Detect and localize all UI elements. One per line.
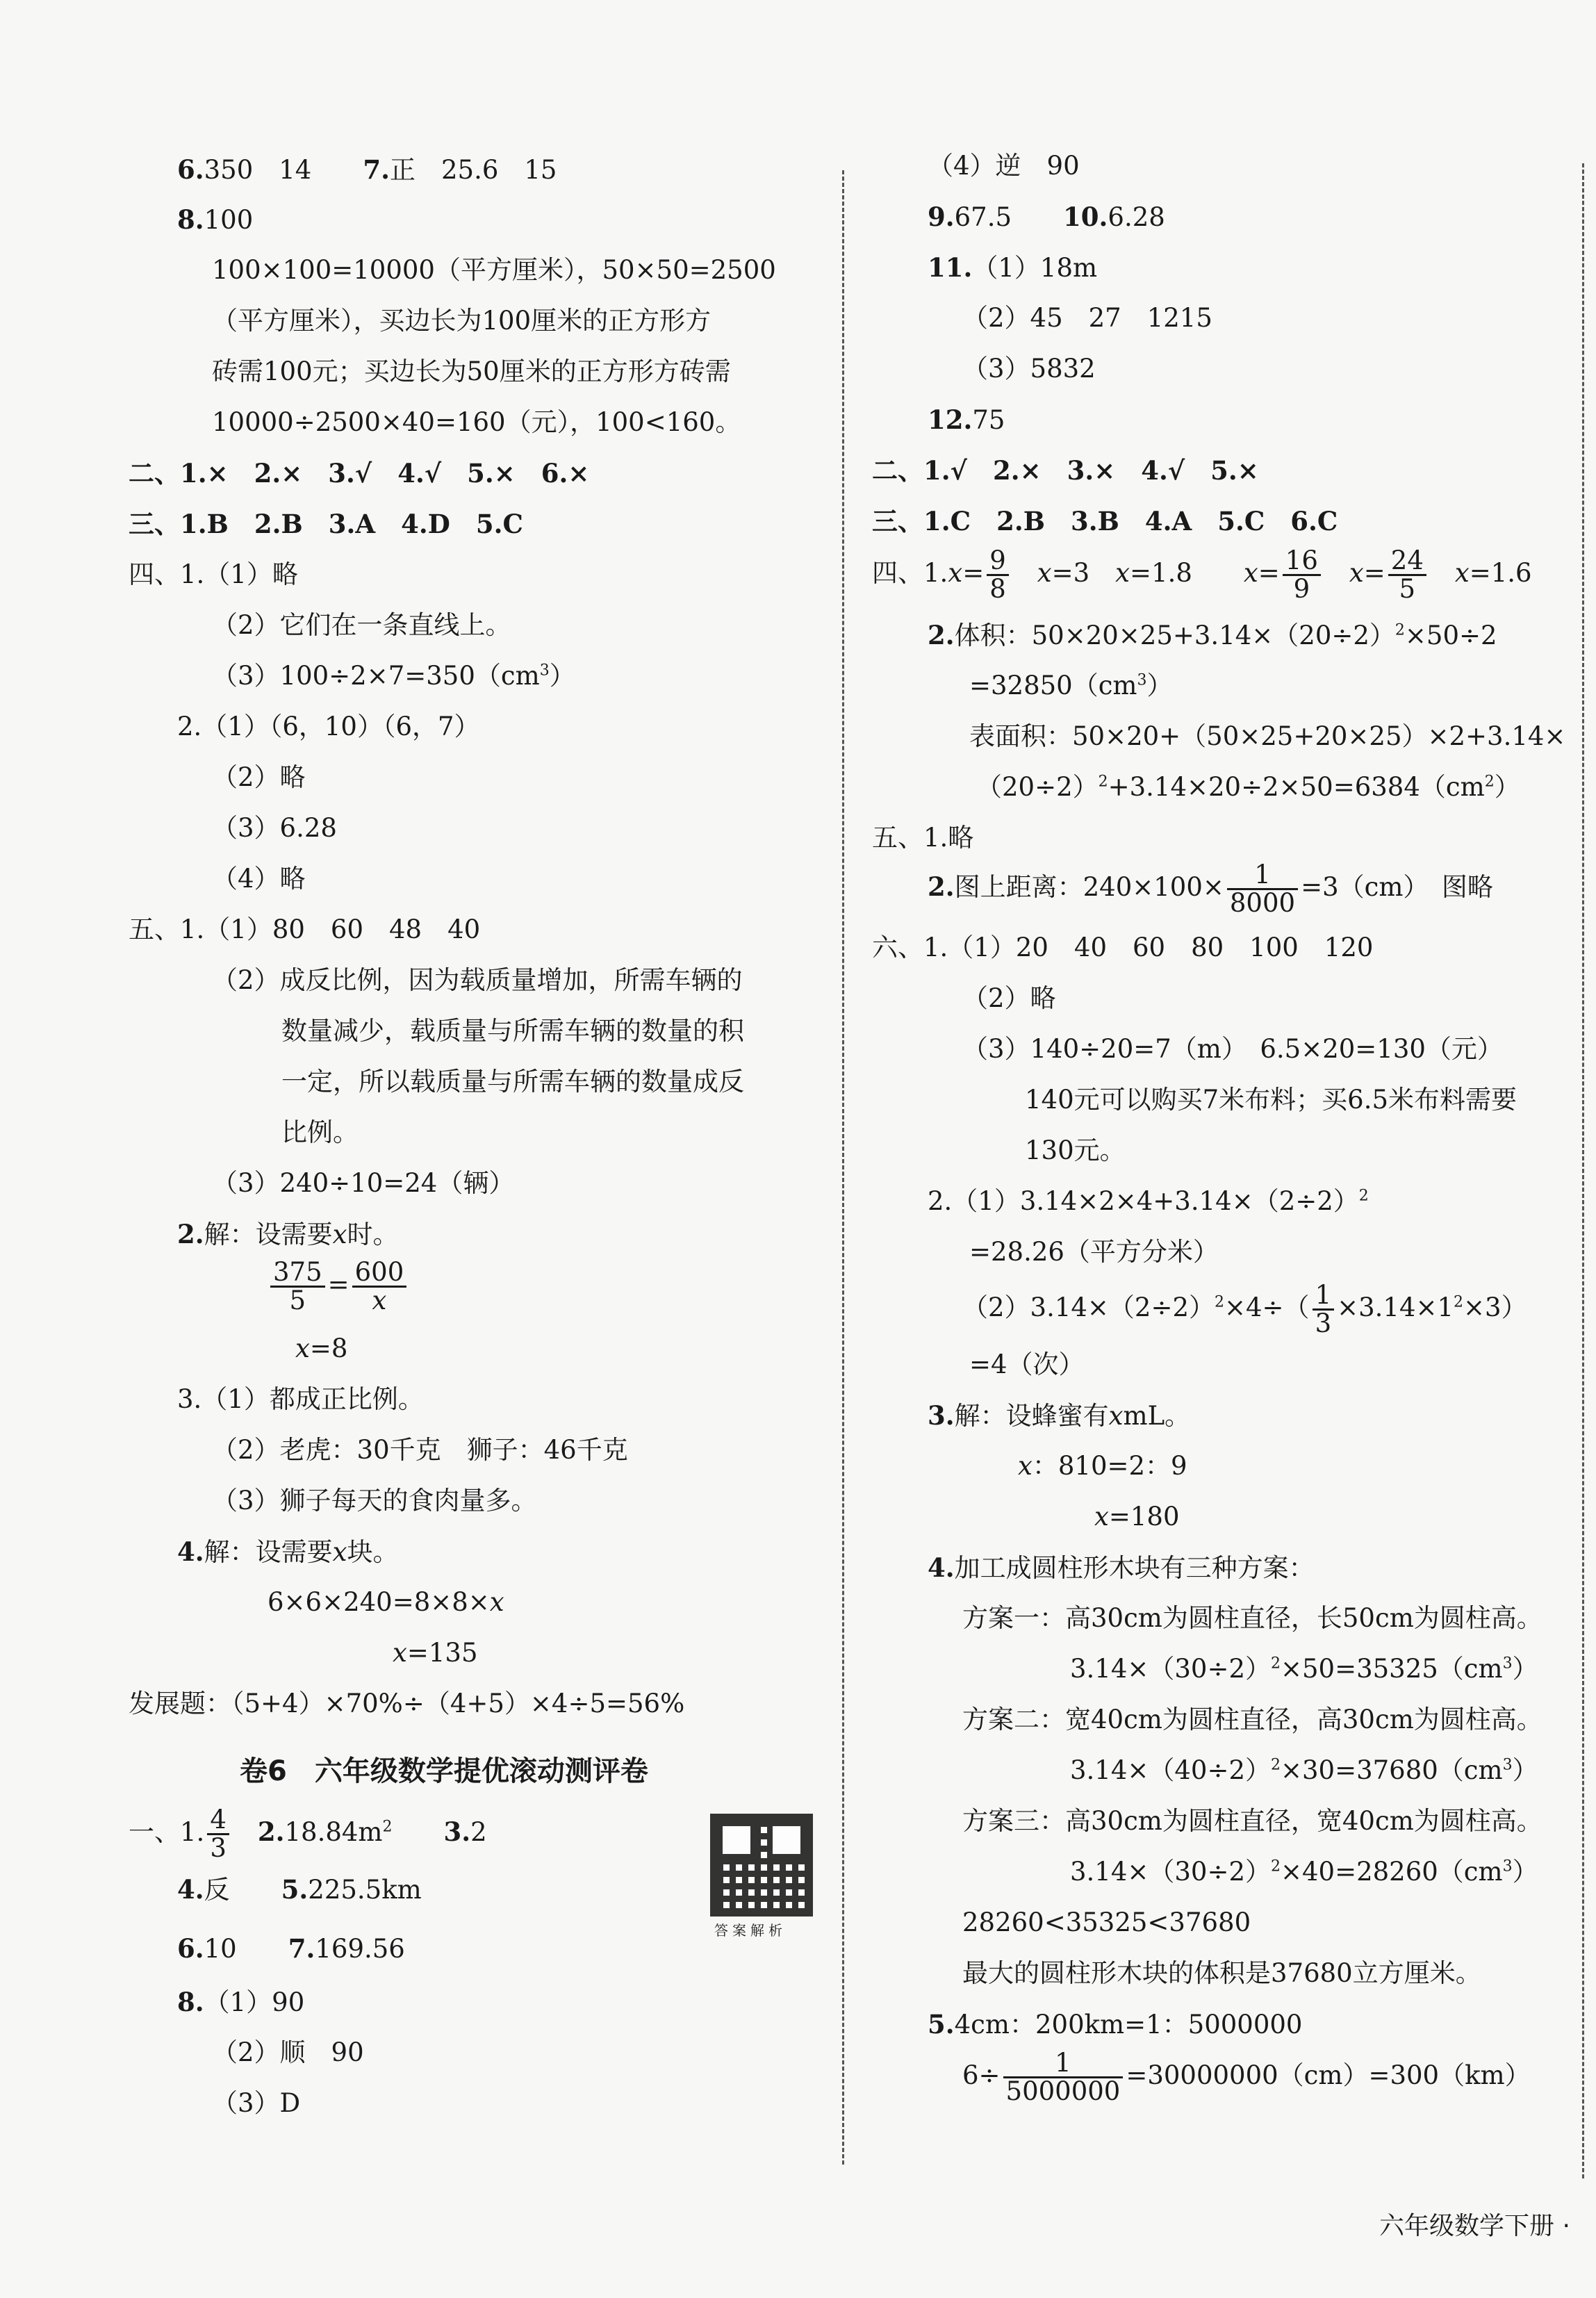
page-footer: 六年级数学下册 · [1379,2212,1570,2240]
answer-line: 一定，所以载质量与所需车辆的数量成反 [281,1067,744,1097]
answer-line: 2.解：设需要x时。 [177,1219,399,1249]
answer-line: 3.解：设蜂蜜有xmL。 [928,1400,1191,1431]
answer-line: x=135 [393,1638,478,1668]
fraction: $\frac{600}{x}$ [352,1259,407,1314]
answer-line: $3.14\times(30\div 2)^2\times 50=35325(cm^3)$ [1070,1654,1538,1684]
answer-line: 方案一：高30cm为圆柱直径，长50cm为圆柱高。 [962,1603,1542,1633]
fraction-equation: $\frac{375}{5}$ = $\frac{600}{x}$ [268,1259,409,1314]
answer-line: 2.体积：$50\times 20\times 25+3.14\times(20\div 2)^2\times 50\div 2$ [928,620,1497,650]
fraction: $\frac{16}{9}$ [1283,548,1321,602]
answer-line: 3.（1）都成正比例。 [177,1384,424,1414]
section-answer-line: 二、1.√ 2.× 3.× 4.√ 5.× [872,455,1259,486]
answer-line: $(3)100\div 2\times 7=350(cm^3)$ [212,661,575,691]
answer-line: （3）D [212,2088,301,2118]
answer-line: （2）45 27 1215 [962,303,1212,333]
answer-line: （4）逆 90 [928,151,1080,181]
section-answer-line: 六、1.（1）20 40 60 80 100 120 [872,933,1374,962]
answer-line: （4）略 [212,864,306,894]
answer-line: $3.14\times(40\div 2)^2\times 30=37680(cm^3)$ [1070,1755,1538,1785]
answer-line: $(2)3.14\times(2\div 2)^2\times 4\div$（ $\frac{1}{3}$ $\times 3.14\times 1^2\times 3$） [962,1280,1527,1338]
development-answer: 发展题：（5+4）×70%÷（4+5）×4÷5=56% [129,1689,685,1718]
answer-line: （2）略 [962,983,1056,1013]
answer-line: $3.14\times(30\div 2)^2\times 40=28260(cm^3)$ [1070,1857,1538,1887]
answer-line: （2）老虎：30千克 狮子：46千克 [212,1435,628,1465]
answer-line: 6.10 7.169.56 [177,1933,405,1964]
answer-line: =4（次） [969,1349,1085,1379]
answer-line: 6.350 14 7.正 25.6 15 [177,154,557,185]
answer-line: 9.67.5 10.6.28 [928,202,1165,232]
answer-line: 5.4cm：200km=1：5000000 [928,2009,1303,2040]
fraction: $\frac{375}{5}$ [270,1259,325,1314]
answer-line: （2）成反比例，因为载质量增加，所需车辆的 [212,965,743,995]
answer-line: =28.26（平方分米） [969,1237,1219,1267]
answer-line: （2）它们在一条直线上。 [212,610,511,640]
equation-answers: 四、1.x= $\frac{9}{8}$ x=3 x=1.8 x= $\frac{16}{9}$ x= $\frac{24}{5}$ x=1.6 [872,545,1532,604]
column-divider [842,170,844,2165]
answer-line: 方案二：宽40cm为圆柱直径，高30cm为圆柱高。 [962,1705,1542,1734]
qr-label: 答案解析 [714,1922,787,1939]
qr-code[interactable] [710,1814,813,1917]
answer-line: 100×100=10000（平方厘米），50×50=2500 [212,255,776,285]
answer-line: $2.(1)3.14\times 2\times 4+3.14\times(2\div 2)^2$ [928,1186,1369,1216]
answer-line: 方案三：高30cm为圆柱直径，宽40cm为圆柱高。 [962,1806,1542,1836]
answer-line: （2）略 [212,762,306,792]
fraction: $\frac{24}{5}$ [1388,548,1426,602]
answer-line: x：810=2：9 [1018,1451,1187,1481]
answer-line: x=180 [1094,1502,1180,1532]
answer-line: $(20\div 2)^2+3.14\times 20\div 2\times 50=6384(cm^2)$ [976,772,1520,802]
answer-line: 最大的圆柱形木块的体积是37680立方厘米。 [962,1958,1481,1988]
answer-line: 130元。 [1025,1135,1126,1165]
answer-line: 10000÷2500×40=160（元），100<160。 [212,407,741,437]
answer-line: 8.（1）90 [177,1987,305,2017]
answer-line: （3）6.28 [212,813,337,843]
answer-line: 2.图上距离：240×100× $\frac{1}{8000}$ =3（cm） 图略 [928,860,1493,918]
answer-line: 6÷ $\frac{1}{5000000}$ =30000000（cm）=300（km） [962,2048,1531,2106]
fraction: $\frac{1}{8000}$ [1227,862,1298,917]
page-edge-dashes [1582,163,1584,2178]
answer-line: 数量减少，载质量与所需车辆的数量的积 [281,1016,744,1046]
answer-line: 4.解：设需要x块。 [177,1536,399,1567]
answer-line: （3）5832 [962,354,1096,384]
answer-line: 12.75 [928,404,1005,435]
fraction: $\frac{1}{5000000}$ [1003,2050,1124,2105]
answer-line: 6×6×240=8×8×x [268,1587,504,1617]
answer-line: 2.（1）（6，10）（6，7） [177,712,480,741]
answer-line: $=32850(cm^3)$ [969,671,1173,700]
answer-line: （3）140÷20=7（m） 6.5×20=130（元） [962,1034,1503,1064]
fraction: $\frac{1}{3}$ [1313,1282,1335,1337]
section-answer-line: 四、1.（1）略 [129,559,298,589]
section-answer-line: 五、1.（1）80 60 48 40 [129,914,481,944]
answer-line: 11.（1）18m [928,252,1098,283]
fraction: $\frac{4}{3}$ [207,1807,229,1862]
answer-line: 砖需100元；买边长为50厘米的正方形方砖需 [212,356,731,386]
answer-line: 4.加工成圆柱形木块有三种方案： [928,1552,1315,1583]
answer-line: 表面积：50×20+（50×25+20×25）×2+3.14× [969,721,1566,751]
answer-line: 28260<35325<37680 [962,1907,1251,1937]
test-title: 卷6 六年级数学提优滚动测评卷 [240,1755,648,1787]
section-answer-line: 三、1.C 2.B 3.B 4.A 5.C 6.C [872,506,1338,536]
answer-line: 一、1. $\frac{4}{3}$ $2.18.84m^2$ 3.2 [129,1805,487,1863]
answer-line: 比例。 [281,1117,359,1147]
answer-line: x=8 [295,1333,348,1363]
answer-line: 4.反 5.225.5km [177,1874,422,1905]
fraction: $\frac{9}{8}$ [987,548,1009,602]
section-answer-line: 二、1.× 2.× 3.√ 4.√ 5.× 6.× [129,458,590,489]
answer-line: （3）240÷10=24（辆） [212,1168,515,1198]
answer-line: （2）顺 90 [212,2037,364,2067]
section-answer-line: 五、1.略 [872,823,974,853]
answer-line: 140元可以购买7米布料；买6.5米布料需要 [1025,1085,1517,1115]
answer-line: 8.100 [177,204,254,235]
answer-line: （平方厘米），买边长为100厘米的正方形方 [212,306,711,336]
answer-line: （3）狮子每天的食肉量多。 [212,1486,537,1516]
section-answer-line: 三、1.B 2.B 3.A 4.D 5.C [129,509,523,539]
